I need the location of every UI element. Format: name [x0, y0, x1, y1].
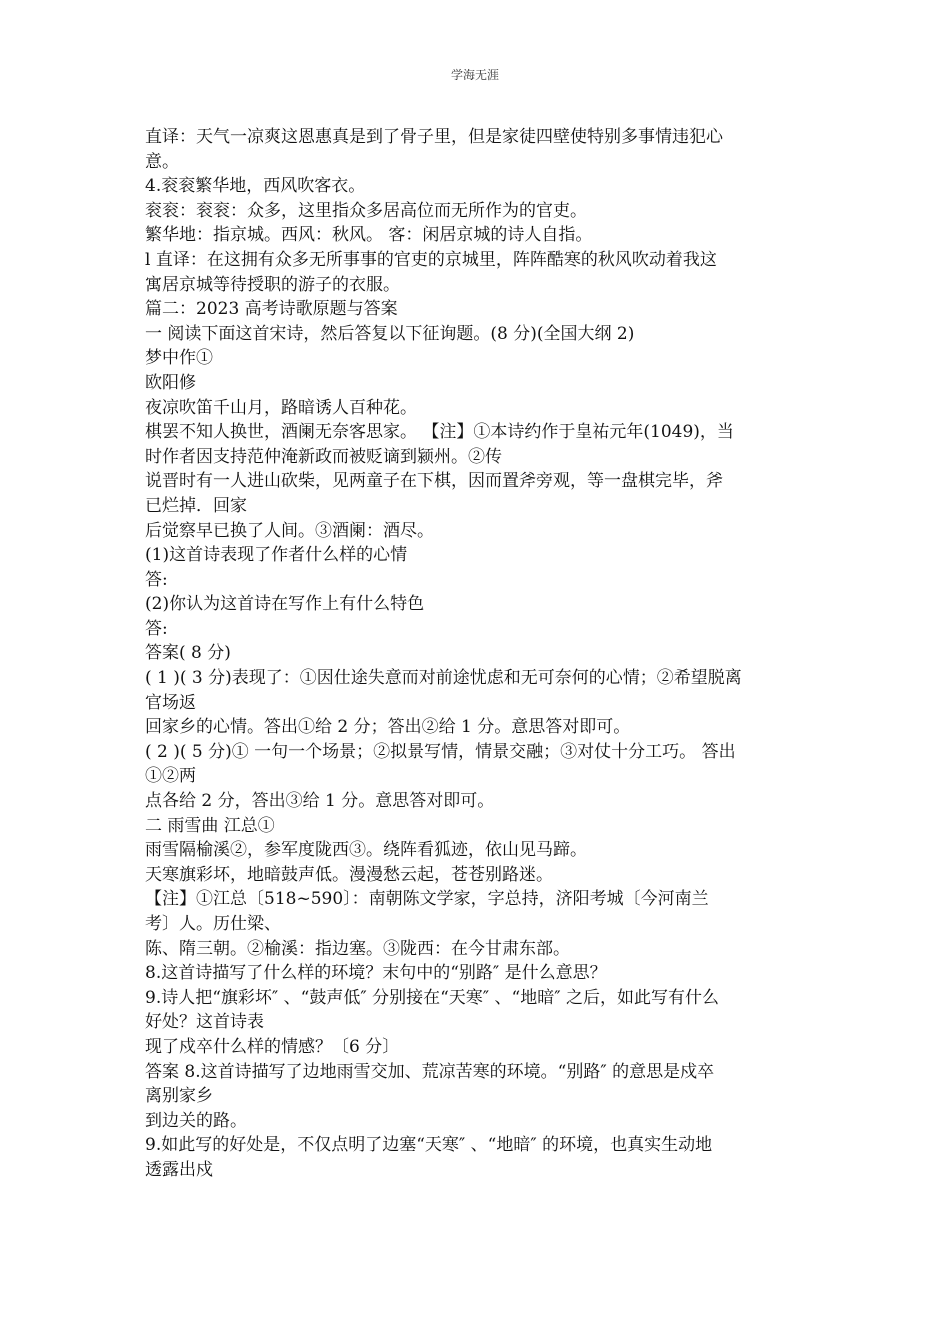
text-line: ( 2 )( 5 分)① 一句一个场景；②拟景写情，情景交融；③对仗十分工巧。 答出	[145, 741, 736, 762]
text-line: 8.这首诗描写了什么样的环境？末句中的“别路″ 是什么意思？	[145, 963, 607, 984]
text-line: 时作者因支持范仲淹新政而被贬谪到颍州。②传	[145, 446, 502, 467]
text-line: (2)你认为这首诗在写作上有什么特色	[145, 594, 425, 615]
text-line: 回家乡的心情。答出①给 2 分；答出②给 1 分。意思答对即可。	[145, 717, 631, 738]
text-line: 直译：天气一凉爽这恩惠真是到了骨子里，但是家徒四壁使特别多事情违犯心	[145, 127, 723, 147]
text-line: 现了戍卒什么样的情感？〔6 分〕	[145, 1036, 400, 1057]
text-line: 【注】①江总〔518~590〕：南朝陈文学家，字总持，济阳考城〔今河南兰	[145, 889, 709, 910]
text-line: 天寒旗彩坏，地暗鼓声低。漫漫愁云起，苍苍别路迷。	[145, 864, 553, 885]
text-line: 意。	[145, 151, 179, 172]
text-line: 棋罢不知人换世，酒阑无奈客思家。 【注】①本诗约作于皇祐元年(1049)，当	[145, 422, 734, 443]
text-line: 9.如此写的好处是，不仅点明了边塞“天寒″ 、“地暗″ 的环境，也真实生动地	[145, 1135, 713, 1156]
text-line: 答案 8.这首诗描写了边地雨雪交加、荒凉苦寒的环境。“别路″ 的意思是戍卒	[145, 1061, 715, 1082]
text-line: 考〕人。历仕梁、	[145, 914, 281, 934]
text-line: 后觉察早已换了人间。③酒阑：酒尽。	[145, 520, 434, 541]
text-line: (1)这首诗表现了作者什么样的心情	[145, 545, 408, 566]
text-line: 说晋时有一人进山砍柴，见两童子在下棋，因而置斧旁观，等一盘棋完毕，斧	[145, 471, 723, 492]
text-line: 答:	[145, 618, 168, 639]
text-line: 答案( 8 分)	[145, 643, 231, 664]
text-line: 答:	[145, 569, 168, 590]
text-line: 4.衮衮繁华地，西风吹客衣。	[145, 176, 366, 197]
text-line: 欧阳修	[145, 372, 196, 393]
text-line: l 直译：在这拥有众多无所事事的官吏的京城里，阵阵酷寒的秋风吹动着我这	[145, 249, 717, 270]
text-line: 二 雨雪曲 江总①	[145, 815, 275, 836]
text-line: 陈、隋三朝。②榆溪：指边塞。③陇西：在今甘肃东部。	[145, 938, 570, 959]
text-line: 9.诗人把“旗彩坏″ 、“鼓声低″ 分别接在“天寒″ 、“地暗″ 之后，如此写有什么	[145, 987, 719, 1008]
text-line: 官场返	[145, 692, 196, 713]
text-line: ①②两	[145, 766, 196, 787]
text-line: 篇二：2023 高考诗歌原题与答案	[145, 299, 398, 320]
text-line: 繁华地：指京城。西风：秋风。 客：闲居京城的诗人自指。	[145, 225, 593, 246]
document-body	[145, 125, 810, 1183]
text-line: 寓居京城等待授职的游子的衣服。	[145, 274, 400, 295]
text-line: 梦中作①	[145, 348, 213, 369]
text-line: 到边关的路。	[145, 1110, 247, 1131]
page-header: 学海无涯	[450, 68, 499, 82]
text-line: 一 阅读下面这首宋诗，然后答复以下征询题。(8 分)(全国大纲 2)	[145, 323, 635, 344]
text-line: 离别家乡	[145, 1086, 213, 1107]
text-line: 好处？这首诗表	[145, 1012, 264, 1033]
text-line: 已烂掉．回家	[145, 495, 247, 516]
text-line: 夜凉吹笛千山月，路暗诱人百种花。	[145, 397, 417, 418]
text-line: ( 1 )( 3 分)表现了：①因仕途失意而对前途忧虑和无可奈何的心情；②希望脱离	[145, 668, 742, 689]
text-line: 衮衮：衮衮：众多，这里指众多居高位而无所作为的官吏。	[145, 200, 587, 221]
text-line: 雨雪隔榆溪②，参军度陇西③。绕阵看狐迹，依山见马蹄。	[145, 840, 587, 861]
text-line: 点各给 2 分，答出③给 1 分。意思答对即可。	[145, 791, 495, 812]
text-line: 透露出戍	[145, 1159, 213, 1180]
